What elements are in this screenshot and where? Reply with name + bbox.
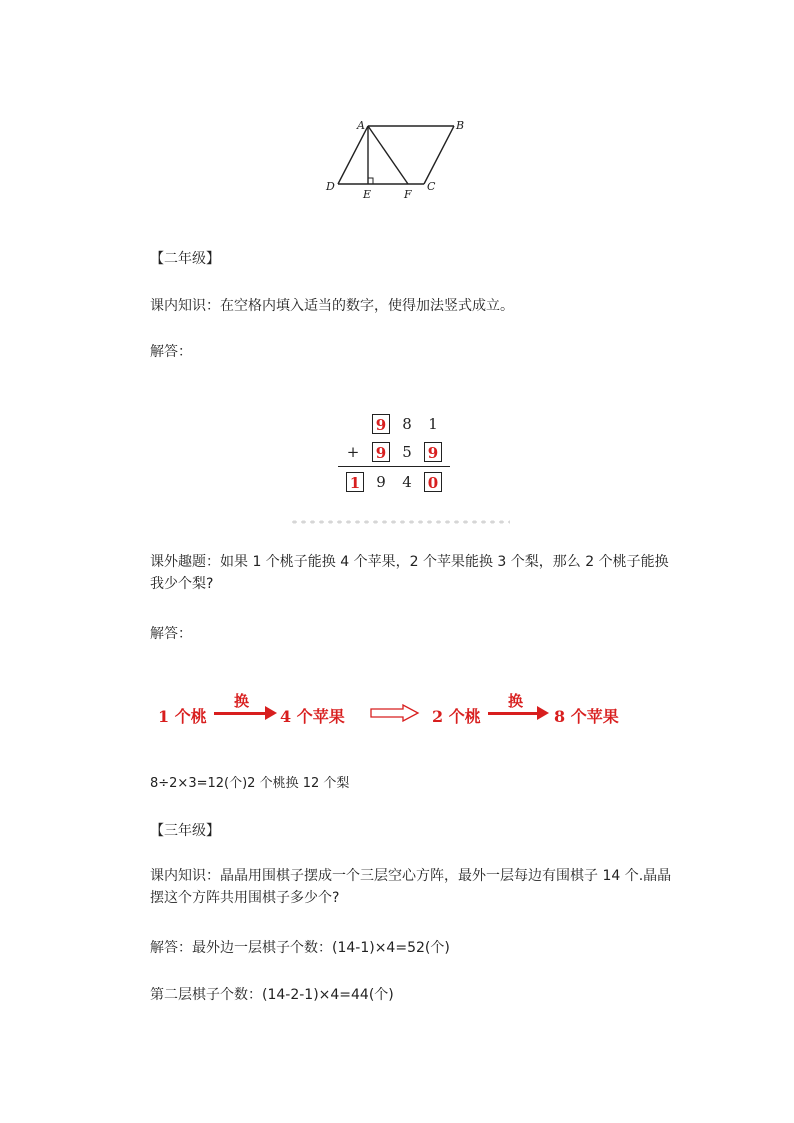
addition-digit: 5 bbox=[402, 443, 412, 461]
addition-digit: 8 bbox=[402, 415, 412, 433]
exchange-left-label: 换 bbox=[234, 692, 250, 710]
addition-digit-box: 9 bbox=[372, 442, 390, 462]
exchange-right-to: 8 个苹果 bbox=[554, 707, 619, 726]
segment-af bbox=[368, 126, 408, 184]
grade3-in-class-question: 课内知识：晶晶用围棋子摆成一个三层空心方阵，最外一层每边有围棋子 14 个.晶晶摆这个方阵共用围棋子多少个? bbox=[150, 868, 672, 906]
exchange-diagram bbox=[150, 690, 640, 736]
arrow-icon bbox=[214, 712, 266, 715]
grade2-extra-question: 课外趣题：如果 1 个桃子能换 4 个苹果，2 个苹果能换 3 个梨，那么 2 个桃子能换我少个梨? bbox=[150, 554, 669, 592]
addition-digit-box: 9 bbox=[424, 442, 442, 462]
addition-digit-box: 1 bbox=[346, 472, 364, 492]
exchange-right-from: 2 个桃 bbox=[432, 707, 481, 726]
exchange-left-from: 1 个桃 bbox=[158, 707, 207, 726]
parallelogram-figure bbox=[320, 112, 480, 204]
addition-digit-box: 0 bbox=[424, 472, 442, 492]
grade3-answer-line-1: 解答：最外边一层棋子个数：(14-1)×4=52(个) bbox=[150, 940, 450, 956]
grade2-answer-label-2: 解答： bbox=[150, 626, 192, 642]
exchange-right-label: 换 bbox=[508, 692, 524, 710]
label-c: C bbox=[427, 180, 436, 193]
plus-sign: + bbox=[346, 443, 360, 461]
addition-digit-box: 9 bbox=[372, 414, 390, 434]
label-a: A bbox=[357, 119, 365, 132]
vertical-addition bbox=[330, 410, 460, 500]
grade2-answer-label: 解答： bbox=[150, 344, 192, 360]
grade2-calculation: 8÷2×3=12(个)2 个桃换 12 个梨 bbox=[150, 776, 350, 791]
right-angle-mark bbox=[368, 178, 373, 184]
grade3-answer-line-2: 第二层棋子个数：(14-2-1)×4=44(个) bbox=[150, 987, 394, 1003]
exchange-left-to: 4 个苹果 bbox=[280, 707, 345, 726]
addition-digit: 1 bbox=[428, 415, 438, 433]
arrow-icon bbox=[488, 712, 538, 715]
double-arrow-icon bbox=[370, 704, 420, 722]
arrow-head-icon bbox=[265, 706, 277, 720]
addition-digit: 9 bbox=[376, 473, 386, 491]
label-f: F bbox=[404, 188, 412, 201]
segment-ad bbox=[338, 126, 368, 184]
addition-rule bbox=[338, 466, 450, 467]
label-b: B bbox=[456, 119, 465, 132]
label-e: E bbox=[363, 188, 372, 201]
grade2-in-class-question: 课内知识：在空格内填入适当的数字，使得加法竖式成立。 bbox=[150, 298, 514, 314]
grade2-heading: 【二年级】 bbox=[150, 251, 220, 267]
grade3-heading: 【三年级】 bbox=[150, 823, 220, 839]
segment-bc bbox=[424, 126, 454, 184]
addition-digit: 4 bbox=[402, 473, 412, 491]
arrow-head-icon bbox=[537, 706, 549, 720]
label-d: D bbox=[326, 180, 335, 193]
scan-artifact bbox=[290, 519, 510, 525]
